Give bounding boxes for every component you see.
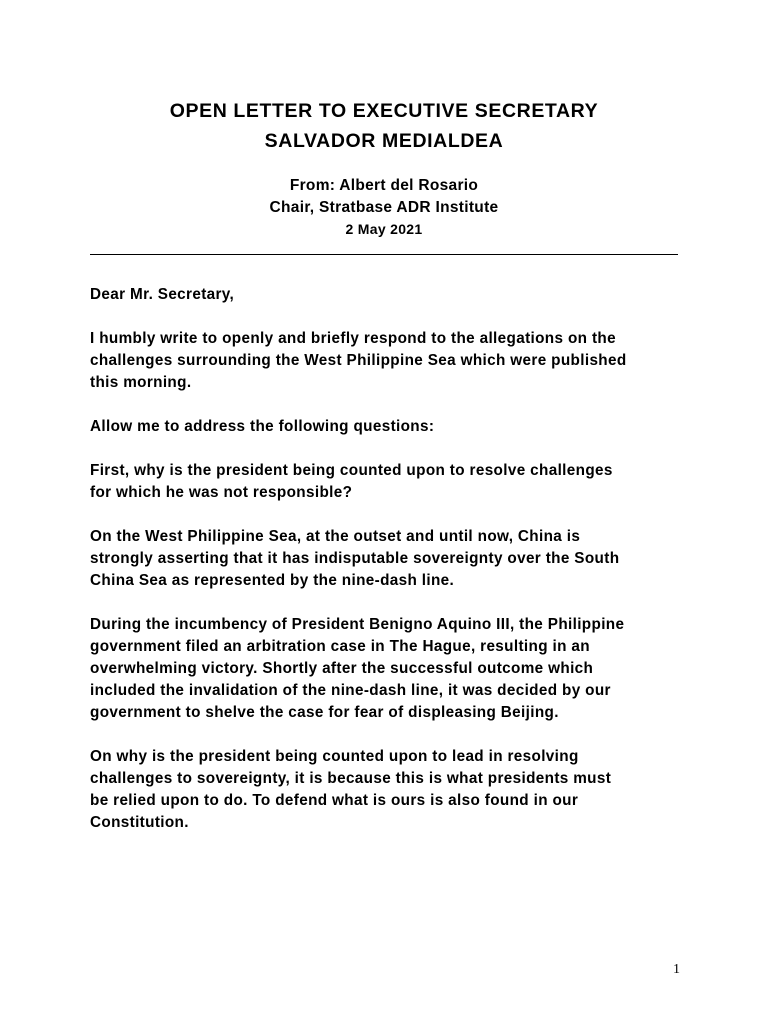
text-line: challenges surrounding the West Philippine Sea which were published bbox=[90, 352, 627, 369]
text-line: government filed an arbitration case in The Hague, resulting in an bbox=[90, 638, 590, 655]
text-line: be relied upon to do. To defend what is ours is also found in our bbox=[90, 792, 579, 809]
paragraph-questions bbox=[90, 416, 690, 438]
text-line: Dear Mr. Secretary, bbox=[90, 286, 235, 303]
letter-title bbox=[0, 96, 768, 156]
paragraph-arbitration bbox=[90, 614, 690, 724]
text-line: I humbly write to openly and briefly respond to the allegations on the bbox=[90, 330, 616, 347]
salutation bbox=[90, 284, 690, 306]
letter-date: 2 May 2021 bbox=[345, 221, 423, 237]
text-line: included the invalidation of the nine-dash line, it was decided by our bbox=[90, 682, 611, 699]
text-line: government to shelve the case for fear of displeasing Beijing. bbox=[90, 704, 559, 721]
text-line: strongly asserting that it has indisputable sovereignty over the South bbox=[90, 550, 620, 567]
paragraph-intro bbox=[90, 328, 690, 394]
text-line: On why is the president being counted upon to lead in resolving bbox=[90, 748, 579, 765]
paragraph-first-question bbox=[90, 460, 690, 504]
header-divider bbox=[90, 254, 678, 255]
text-line: China Sea as represented by the nine-dash line. bbox=[90, 572, 455, 589]
paragraph-west-philippine-sea bbox=[90, 526, 690, 592]
text-line: Allow me to address the following questions: bbox=[90, 418, 435, 435]
letter-body bbox=[90, 284, 690, 856]
text-line: challenges to sovereignty, it is because this is what presidents must bbox=[90, 770, 612, 787]
letter-title-line: SALVADOR MEDIALDEA bbox=[264, 130, 504, 152]
page-number: 1 bbox=[673, 962, 680, 977]
text-line: this morning. bbox=[90, 374, 192, 391]
text-line: During the incumbency of President Benigno Aquino III, the Philippine bbox=[90, 616, 625, 633]
text-line: On the West Philippine Sea, at the outset and until now, China is bbox=[90, 528, 581, 545]
letter-title-line: OPEN LETTER TO EXECUTIVE SECRETARY bbox=[169, 100, 599, 122]
text-line: for which he was not responsible? bbox=[90, 484, 353, 501]
text-line: Constitution. bbox=[90, 814, 189, 831]
paragraph-sovereignty bbox=[90, 746, 690, 834]
text-line: First, why is the president being counted upon to resolve challenges bbox=[90, 462, 613, 479]
text-line: overwhelming victory. Shortly after the successful outcome which bbox=[90, 660, 594, 677]
letter-byline bbox=[0, 175, 768, 239]
author-affiliation: Chair, Stratbase ADR Institute bbox=[269, 199, 499, 216]
author-line: From: Albert del Rosario bbox=[289, 177, 479, 194]
